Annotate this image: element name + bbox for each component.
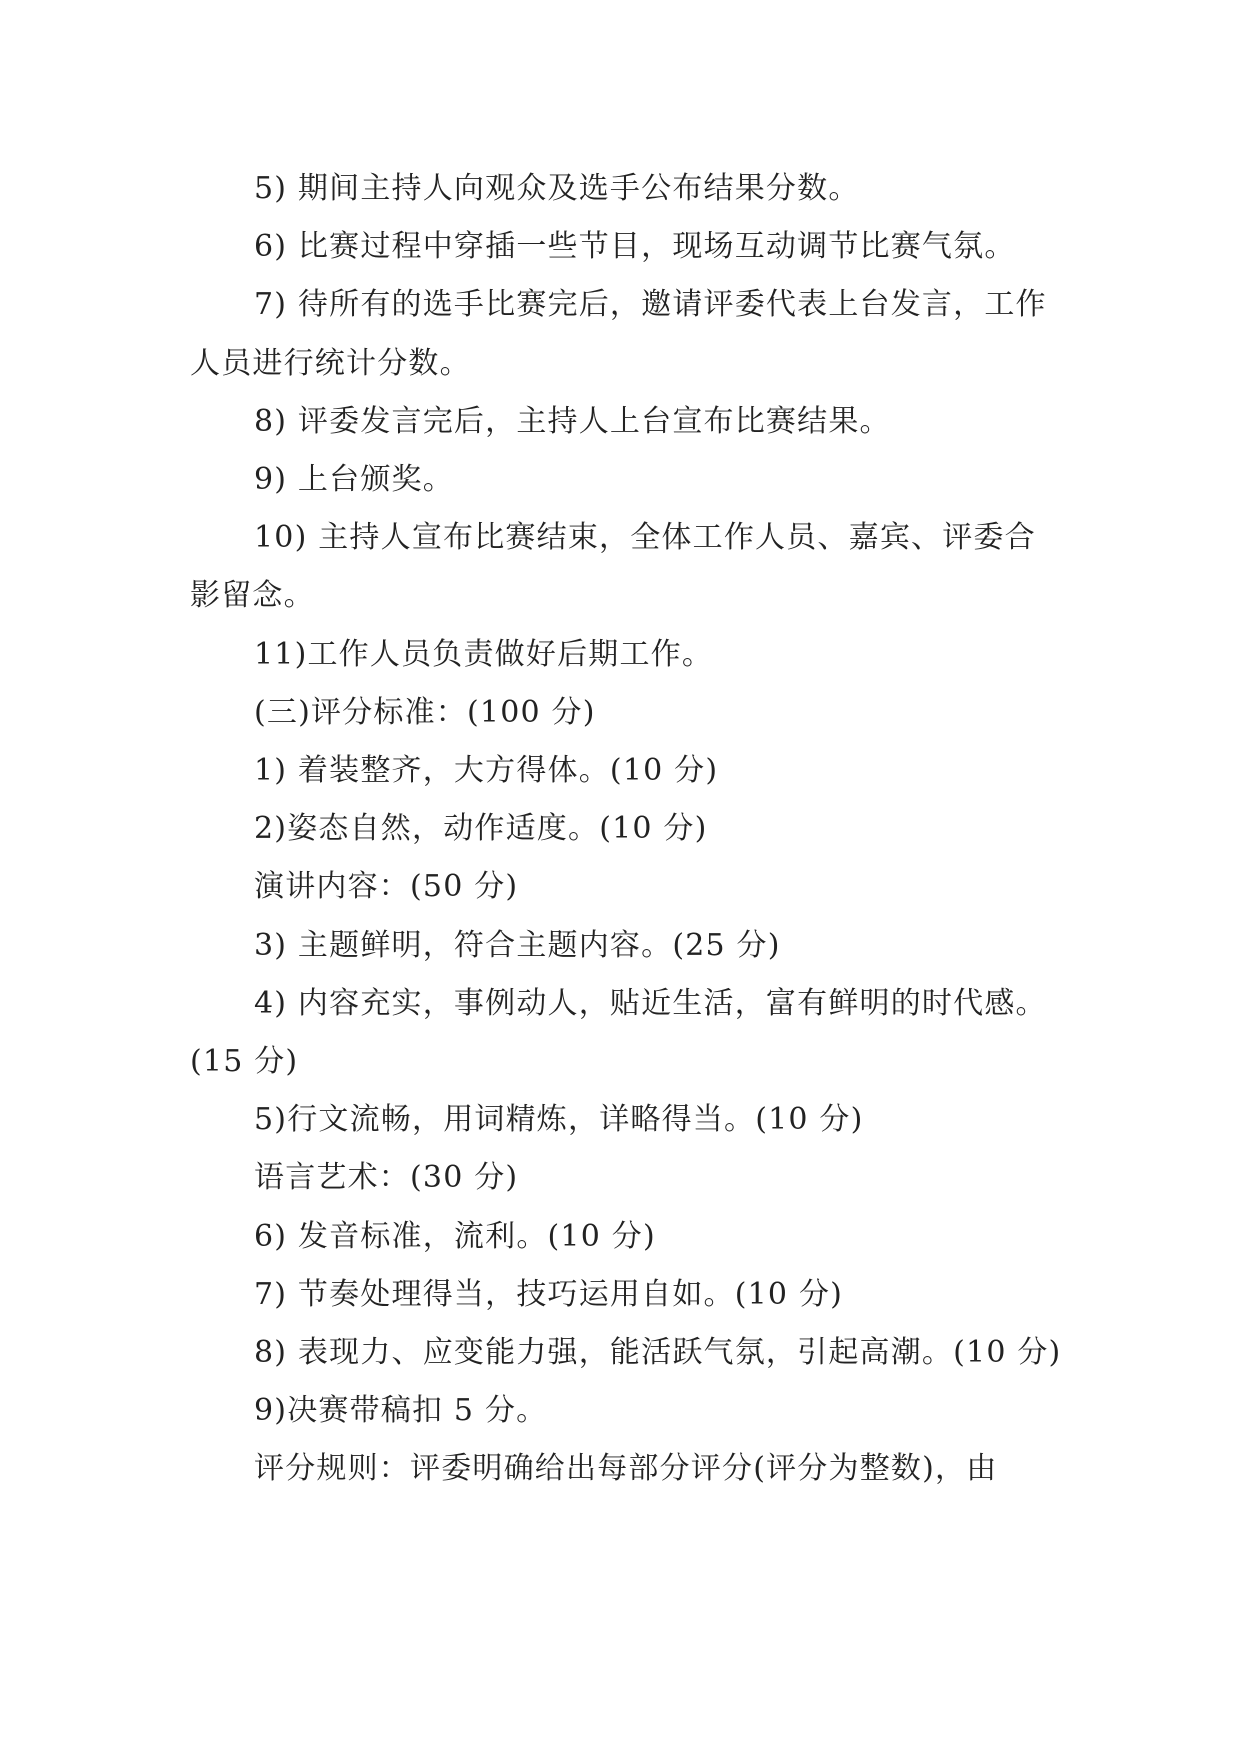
paragraph: 8) 评委发言完后，主持人上台宣布比赛结果。 (254, 403, 891, 439)
paragraph: 10) 主持人宣布比赛结束，全体工作人员、嘉宾、评委合影留念。 (190, 520, 1036, 614)
paragraph: 7) 待所有的选手比赛完后，邀请评委代表上台发言，工作人员进行统计分数。 (190, 287, 1047, 381)
paragraph: 11)工作人员负责做好后期工作。 (254, 636, 714, 672)
paragraph: 4) 内容充实，事例动人，贴近生活，富有鲜明的时代感。(15 分) (190, 985, 1047, 1080)
paragraph: 6) 发音标准，流利。(10 分) (254, 1218, 656, 1254)
paragraph: 5) 期间主持人向观众及选手公布结果分数。 (254, 171, 860, 206)
paragraph: 评分规则：评委明确给出每部分评分(评分为整数)，由 (254, 1451, 998, 1487)
section-heading: (三)评分标准：(100 分) (254, 694, 596, 730)
paragraph: 1) 着装整齐，大方得体。(10 分) (254, 753, 719, 789)
paragraph: 8) 表现力、应变能力强，能活跃气氛，引起高潮。(10 分) (254, 1335, 1062, 1371)
paragraph: 9) 上台颁奖。 (254, 462, 454, 498)
paragraph: 3) 主题鲜明，符合主题内容。(25 分) (254, 927, 781, 963)
paragraph: 2)姿态自然，动作适度。(10 分) (254, 811, 708, 847)
document-body (190, 160, 1062, 1499)
paragraph: 6) 比赛过程中穿插一些节目，现场互动调节比赛气氛。 (254, 229, 1016, 265)
paragraph: 5)行文流畅，用词精炼，详略得当。(10 分) (254, 1102, 864, 1138)
subsection-heading: 语言艺术：(30 分) (254, 1160, 519, 1196)
paragraph: 9)决赛带稿扣 5 分。 (254, 1393, 548, 1429)
subsection-heading: 演讲内容：(50 分) (254, 869, 519, 905)
paragraph: 7) 节奏处理得当，技巧运用自如。(10 分) (254, 1276, 844, 1312)
